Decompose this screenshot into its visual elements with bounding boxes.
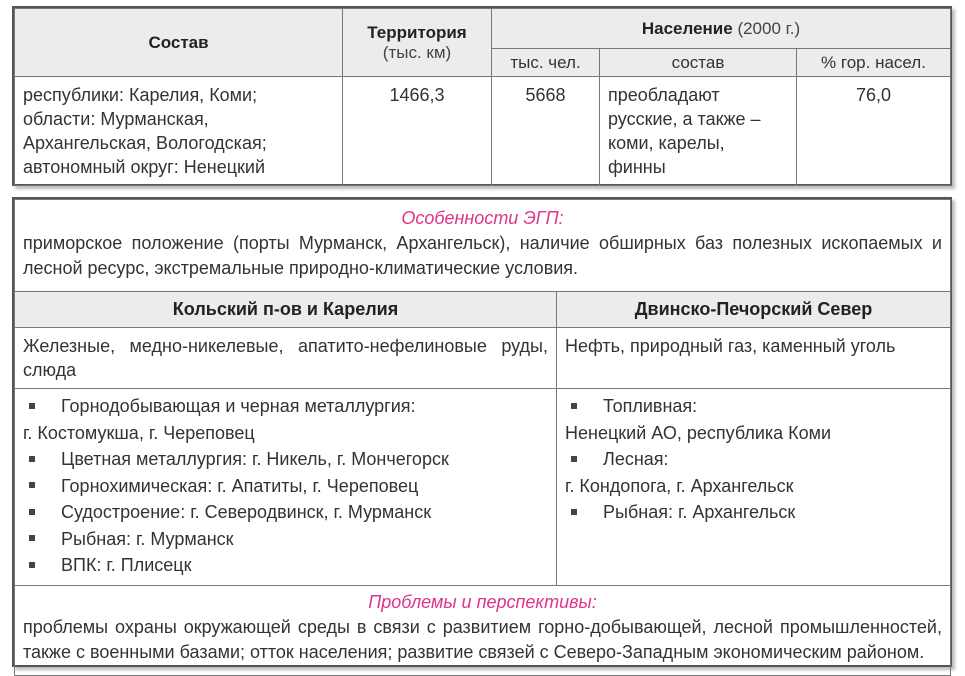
header-pop-composition: состав	[600, 49, 797, 77]
bullet-icon	[571, 403, 577, 409]
list-item: Цветная металлургия: г. Никель, г. Мончегорск	[23, 446, 548, 473]
bullet-icon	[29, 509, 35, 515]
region-left-resources: Железные, медно-никелевые, апатито-нефелиновые руды, слюда	[15, 328, 557, 389]
list-item: Рыбная: г. Архангельск	[565, 499, 942, 526]
egp-section	[15, 200, 951, 292]
problems-section	[15, 585, 951, 675]
egp-text: приморское положение (порты Мурманск, Архангельск), наличие обширных баз полезных ископаемых и лесной ресурс, экстремальные природно-климатические условия.	[23, 233, 942, 278]
bullet-icon	[29, 456, 35, 462]
region-right-resources: Нефть, природный газ, каменный уголь	[557, 328, 951, 389]
header-pop-urban: % гор. насел.	[797, 49, 951, 77]
list-item: Лесная: г. Кондопога, г. Архангельск	[565, 449, 794, 496]
problems-text: проблемы охраны окружающей среды в связи с развитием горно-добывающей, лесной промышленностей, также с военными базами; отток населения; развитие связей с Северо-Западным экономическим районом.	[23, 616, 942, 662]
header-pop-thousand: тыс. чел.	[492, 49, 600, 77]
list-item: Горнохимическая: г. Апатиты, г. Череповец	[23, 473, 548, 500]
list-item: Топливная: Ненецкий АО, республика Коми	[565, 396, 832, 443]
territory-unit: (тыс. км)	[382, 42, 452, 62]
region-left-industries	[15, 389, 557, 586]
header-territory: Территория (тыс. км)	[343, 9, 492, 77]
composition-table	[12, 6, 952, 186]
header-population: Население (2000 г.)	[492, 9, 951, 49]
population-year: (2000 г.)	[737, 18, 801, 38]
territory-value: 1466,3	[343, 77, 492, 186]
list-item: Рыбная: г. Мурманск	[23, 526, 548, 553]
list-item: Горнодобывающая и черная металлургия: г. Костомукша, г. Череповец	[23, 396, 416, 443]
egp-table	[12, 197, 952, 667]
urban-percent-value: 76,0	[797, 77, 951, 186]
region-left-title: Кольский п-ов и Карелия	[15, 292, 557, 328]
header-composition: Состав	[15, 9, 343, 77]
population-value: 5668	[492, 77, 600, 186]
bullet-icon	[29, 403, 35, 409]
region-right-title: Двинско-Печорский Север	[557, 292, 951, 328]
region-right-industries	[557, 389, 951, 586]
bullet-icon	[571, 456, 577, 462]
bullet-icon	[29, 535, 35, 541]
list-item: Судостроение: г. Северодвинск, г. Мурманск	[23, 499, 548, 526]
bullet-icon	[571, 509, 577, 515]
list-item: ВПК: г. Плисецк	[23, 552, 548, 579]
problems-title: Проблемы и перспективы:	[368, 591, 597, 612]
egp-title: Особенности ЭГП:	[401, 208, 564, 228]
composition-cell: республики: Карелия, Коми; области: Мурманская, Архангельская, Вологодская; автономный округ: Ненецкий	[15, 77, 343, 186]
bullet-icon	[29, 482, 35, 488]
population-composition-cell: преобладают русские, а также – коми, карелы, финны	[600, 77, 797, 186]
bullet-icon	[29, 562, 35, 568]
